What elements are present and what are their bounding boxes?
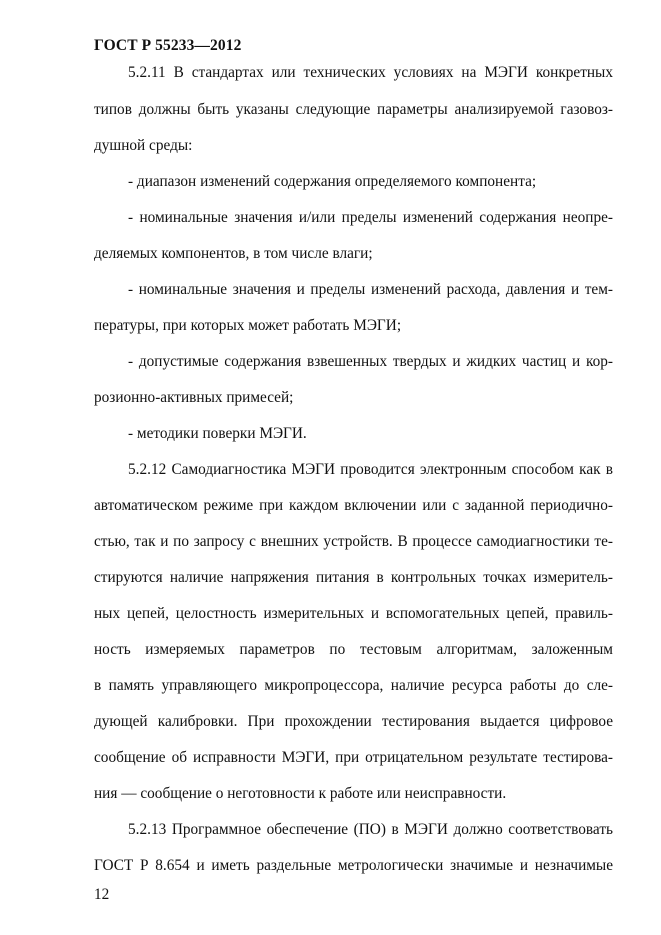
text-line: ных цепей, целостность измерительных и вспомогательных цепей, правиль- bbox=[94, 605, 613, 622]
text-line: - диапазон изменений содержания определяемого компонента; bbox=[128, 173, 537, 190]
text-line: ность измеряемых параметров по тестовым алгоритмам, заложенным bbox=[94, 641, 613, 658]
text-line: розионно-активных примесей; bbox=[94, 389, 294, 406]
text-line: в память управляющего микропроцессора, наличие ресурса работы до сле- bbox=[94, 677, 613, 694]
text-line: - номинальные значения и пределы изменений расхода, давления и тем- bbox=[128, 281, 613, 298]
text-line: деляемых компонентов, в том числе влаги; bbox=[94, 245, 373, 262]
text-line: типов должны быть указаны следующие параметры анализируемой газовоз- bbox=[94, 101, 613, 118]
text-line: автоматическом режиме при каждом включении или с заданной периодично- bbox=[94, 497, 613, 514]
text-line: стируются наличие напряжения питания в контрольных точках измеритель- bbox=[94, 569, 613, 586]
text-line: - допустимые содержания взвешенных твердых и жидких частиц и кор- bbox=[128, 353, 613, 370]
text-line: стью, так и по запросу с внешних устройств. В процессе самодиагностики те- bbox=[94, 533, 613, 550]
text-line: 5.2.13 Программное обеспечение (ПО) в МЭГИ должно соответствовать bbox=[128, 821, 613, 838]
text-line: пературы, при которых может работать МЭГИ; bbox=[94, 317, 402, 334]
text-line: ГОСТ Р 8.654 и иметь раздельные метрологически значимые и незначимые bbox=[94, 857, 613, 874]
document-header: ГОСТ Р 55233—2012 bbox=[94, 37, 242, 54]
text-line: 5.2.11 В стандартах или технических условиях на МЭГИ конкретных bbox=[128, 64, 613, 81]
text-line: - номинальные значения и/или пределы изменений содержания неопре- bbox=[128, 209, 613, 226]
text-line: - методики поверки МЭГИ. bbox=[128, 425, 307, 442]
text-line: сообщение об исправности МЭГИ, при отрицательном результате тестирова- bbox=[94, 749, 613, 766]
text-line: ния — сообщение о неготовности к работе или неисправности. bbox=[94, 785, 507, 802]
page-number: 12 bbox=[94, 886, 110, 903]
text-line: дующей калибровки. При прохождении тестирования выдается цифровое bbox=[94, 713, 613, 730]
text-line: 5.2.12 Самодиагностика МЭГИ проводится электронным способом как в bbox=[128, 461, 613, 478]
text-line: душной среды: bbox=[94, 137, 193, 154]
